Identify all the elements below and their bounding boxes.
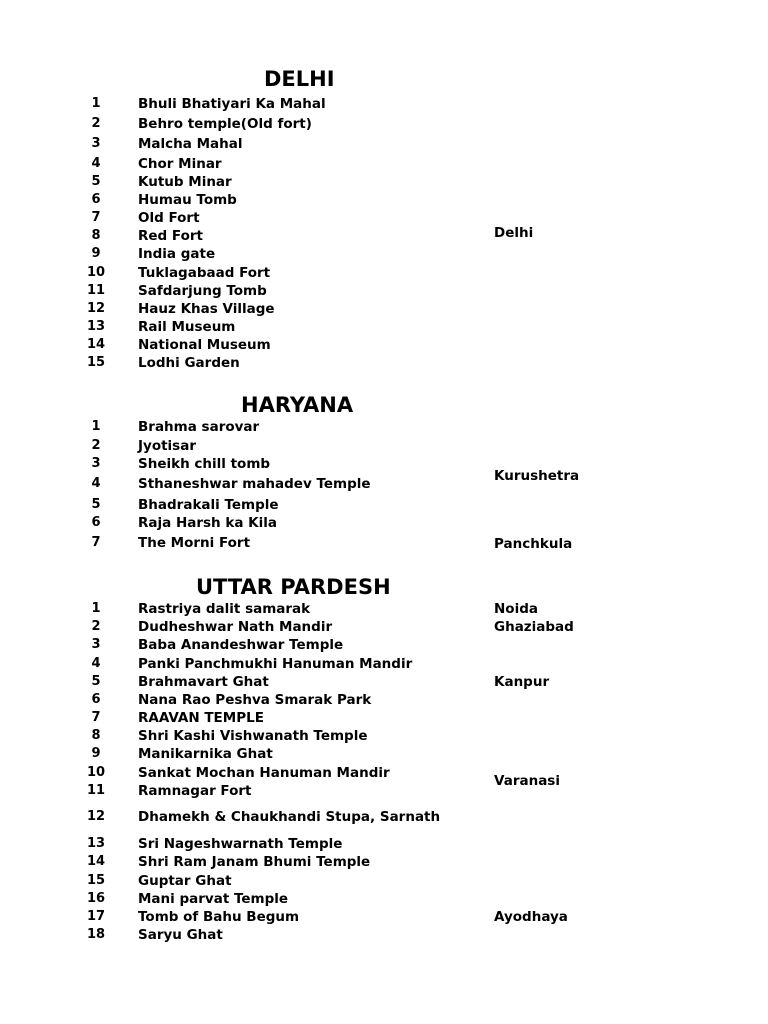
place-name: Saryu Ghat [138,927,223,943]
row-number: 11 [86,783,106,798]
city-name: Delhi [494,225,534,241]
row-number: 8 [91,228,101,243]
row-number: 7 [91,210,101,225]
place-name: Jyotisar [138,438,196,454]
place-name: Guptar Ghat [138,873,232,889]
city-name: Kanpur [494,674,550,690]
row-number: 4 [91,476,101,491]
row-number: 6 [91,692,101,707]
row-number: 3 [91,136,101,151]
place-name: Kutub Minar [138,174,232,190]
row-number: 15 [86,873,106,888]
place-name: Safdarjung Tomb [138,283,267,299]
row-number: 7 [91,535,101,550]
row-number: 2 [91,619,101,634]
place-name: Sankat Mochan Hanuman Mandir [138,765,390,781]
row-number: 15 [86,355,106,370]
place-name: Bhuli Bhatiyari Ka Mahal [138,96,326,112]
place-name: National Museum [138,337,271,353]
row-number: 1 [91,601,101,616]
place-name: Sri Nageshwarnath Temple [138,836,343,852]
place-name: Manikarnika Ghat [138,746,273,762]
row-number: 14 [86,854,106,869]
place-name: Brahma sarovar [138,419,260,435]
row-number: 5 [91,174,101,189]
place-name: Behro temple(Old fort) [138,116,312,132]
row-number: 4 [91,156,101,171]
place-name: India gate [138,246,216,262]
row-number: 10 [86,265,106,280]
place-name: Old Fort [138,210,200,226]
place-name: Tomb of Bahu Begum [138,909,300,925]
section-title-delhi: DELHI [264,67,335,91]
place-name: Nana Rao Peshva Smarak Park [138,692,372,708]
place-name: Chor Minar [138,156,222,172]
row-number: 11 [86,283,106,298]
place-name: Ramnagar Fort [138,783,252,799]
place-name: Tuklagabaad Fort [138,265,271,281]
city-name: Kurushetra [494,468,580,484]
city-name: Panchkula [494,536,573,552]
row-number: 9 [91,246,101,261]
place-name: Mani parvat Temple [138,891,289,907]
row-number: 2 [91,116,101,131]
place-name: Dhamekh & Chaukhandi Stupa, Sarnath [138,809,441,825]
place-name: Panki Panchmukhi Hanuman Mandir [138,656,413,672]
row-number: 6 [91,515,101,530]
place-name: Humau Tomb [138,192,237,208]
row-number: 14 [86,337,106,352]
place-name: Lodhi Garden [138,355,240,371]
row-number: 6 [91,192,101,207]
section-title-uttar-pardesh: UTTAR PARDESH [196,575,391,599]
place-name: Shri Kashi Vishwanath Temple [138,728,368,744]
place-name: Brahmavart Ghat [138,674,269,690]
place-name: Sheikh chill tomb [138,456,271,472]
section-title-haryana: HARYANA [241,393,354,417]
place-name: RAAVAN TEMPLE [138,710,264,726]
place-name: Hauz Khas Village [138,301,275,317]
place-name: Baba Anandeshwar Temple [138,637,344,653]
row-number: 7 [91,710,101,725]
place-name: Malcha Mahal [138,136,243,152]
row-number: 16 [86,891,106,906]
place-name: Rail Museum [138,319,236,335]
row-number: 9 [91,746,101,761]
row-number: 5 [91,674,101,689]
row-number: 17 [86,909,106,924]
row-number: 2 [91,438,101,453]
row-number: 3 [91,637,101,652]
place-name: Raja Harsh ka Kila [138,515,277,531]
place-name: Rastriya dalit samarak [138,601,311,617]
row-number: 5 [91,497,101,512]
row-number: 13 [86,319,106,334]
row-number: 1 [91,419,101,434]
city-name: Noida [494,601,538,617]
place-name: Shri Ram Janam Bhumi Temple [138,854,371,870]
row-number: 13 [86,836,106,851]
row-number: 12 [86,809,106,824]
row-number: 10 [86,765,106,780]
place-name: Dudheshwar Nath Mandir [138,619,333,635]
row-number: 12 [86,301,106,316]
row-number: 3 [91,456,101,471]
row-number: 1 [91,96,101,111]
city-name: Ayodhaya [494,909,568,925]
row-number: 18 [86,927,106,942]
city-name: Varanasi [494,773,560,789]
place-name: The Morni Fort [138,535,251,551]
place-name: Bhadrakali Temple [138,497,279,513]
row-number: 4 [91,656,101,671]
place-name: Red Fort [138,228,203,244]
row-number: 8 [91,728,101,743]
city-name: Ghaziabad [494,619,574,635]
place-name: Sthaneshwar mahadev Temple [138,476,371,492]
